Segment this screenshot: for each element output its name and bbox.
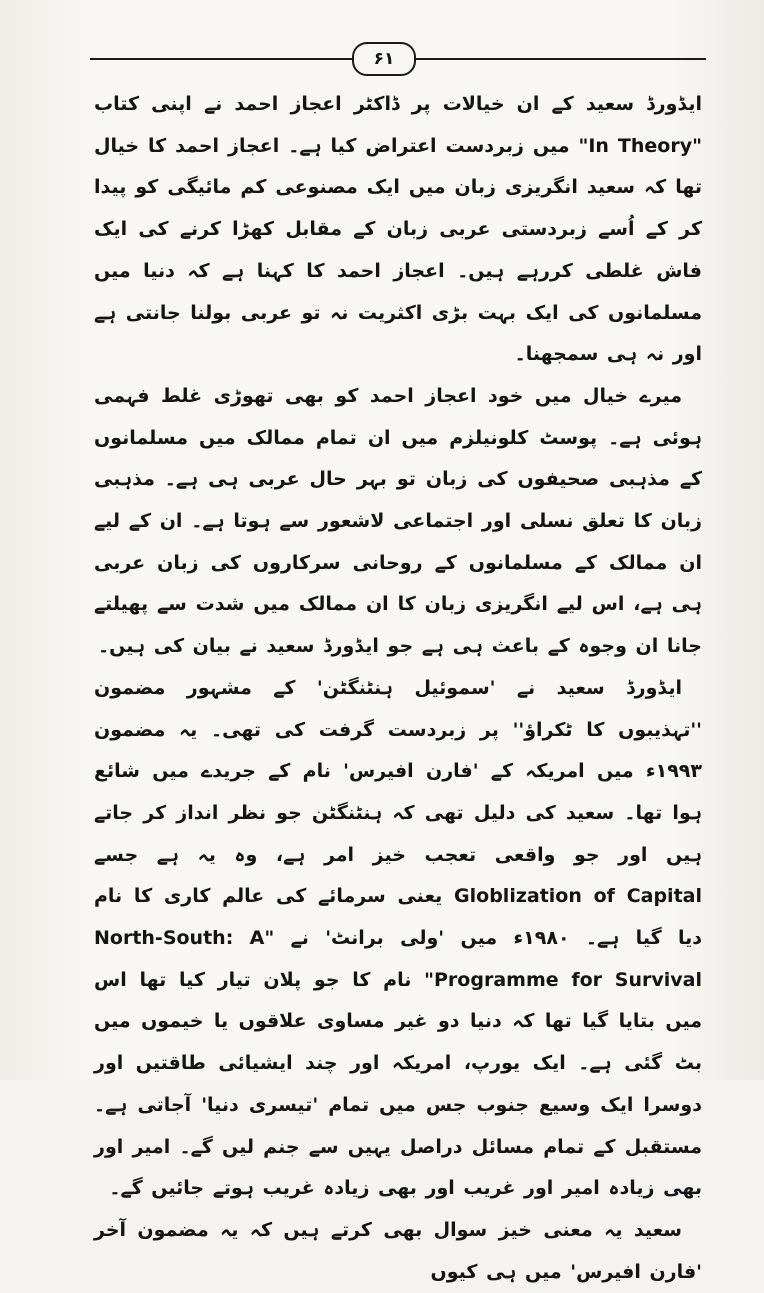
paragraph-1: ایڈورڈ سعید کے ان خیالات پر ڈاکٹر اعجاز احمد نے اپنی کتاب "In Theory" میں زبردست اعتراض کیا ہے۔ اعجاز احمد کا خیال تھا کہ سعید انگریزی زبان میں ایک مصنوعی کم مائیگی کو پیدا کر کے اُسے زبردستی عربی زبان کے مقابل کھڑا کرنے کی ایک فاش غلطی کررہے ہیں۔ اعجاز احمد کا کہنا ہے کہ دنیا میں مسلمانوں کی ایک بہت بڑی اکثریت نہ تو عربی بولنا جانتی ہے اور نہ ہی سمجھنا۔ xyxy=(94,93,702,366)
paragraph-3: ایڈورڈ سعید نے 'سموئیل ہنٹنگٹن' کے مشہور مضمون ''تہذیبوں کا ٹکراؤ'' پر زبردست گرفت کی تھی۔ یہ مضمون ۱۹۹۳ء میں امریکہ کے 'فارن افیرس' نام کے جریدے میں شائع ہوا تھا۔ سعید کی دلیل تھی کہ ہنٹنگٹن جو نظر انداز کر جاتے ہیں اور جو واقعی تعجب خیز امر ہے، وہ یہ ہے جسے Globlization of Capital یعنی سرمائے کی عالم کاری کا نام دیا گیا ہے۔ ۱۹۸۰ء میں 'ولی برانٹ' نے "North-South: A Programme for Survival" نام کا جو پلان تیار کیا تھا اس میں بتایا گیا تھا کہ دنیا دو غیر مساوی علاقوں یا خیموں میں بٹ گئی ہے۔ ایک یورپ، امریکہ اور چند ایشیائی طاقتیں اور دوسرا ایک وسیع جنوب جس میں تمام 'تیسری دنیا' آجاتی ہے۔ مستقبل کے تمام مسائل دراصل یہیں سے جنم لیں گے۔ امیر اور بھی زیادہ امیر اور غریب اور بھی زیادہ غریب ہوتے جائیں گے۔ xyxy=(94,676,702,1200)
paragraph-4: سعید یہ معنی خیز سوال بھی کرتے ہیں کہ یہ مضمون آخر 'فارن افیرس' میں ہی کیوں xyxy=(94,1218,702,1283)
page-number: ۶۱ xyxy=(352,42,416,76)
paragraph-2: میرے خیال میں خود اعجاز احمد کو بھی تھوڑی غلط فہمی ہوئی ہے۔ پوسٹ کلونیلزم میں ان تمام ممالک میں مسلمانوں کے مذہبی صحیفوں کی زبان تو بہر حال عربی ہی ہے۔ مذہبی زبان کا تعلق نسلی اور اجتماعی لاشعور سے ہوتا ہے۔ ان کے لیے ان ممالک کے مسلمانوں کے روحانی سرکاروں کی زبان عربی ہی ہے، اس لیے انگریزی زبان کا ان ممالک میں شدت سے پھیلتے جانا ان وجوہ کے باعث ہی ہے جو ایڈورڈ سعید نے بیان کی ہیں۔ xyxy=(94,384,702,658)
body-text xyxy=(94,84,702,1293)
